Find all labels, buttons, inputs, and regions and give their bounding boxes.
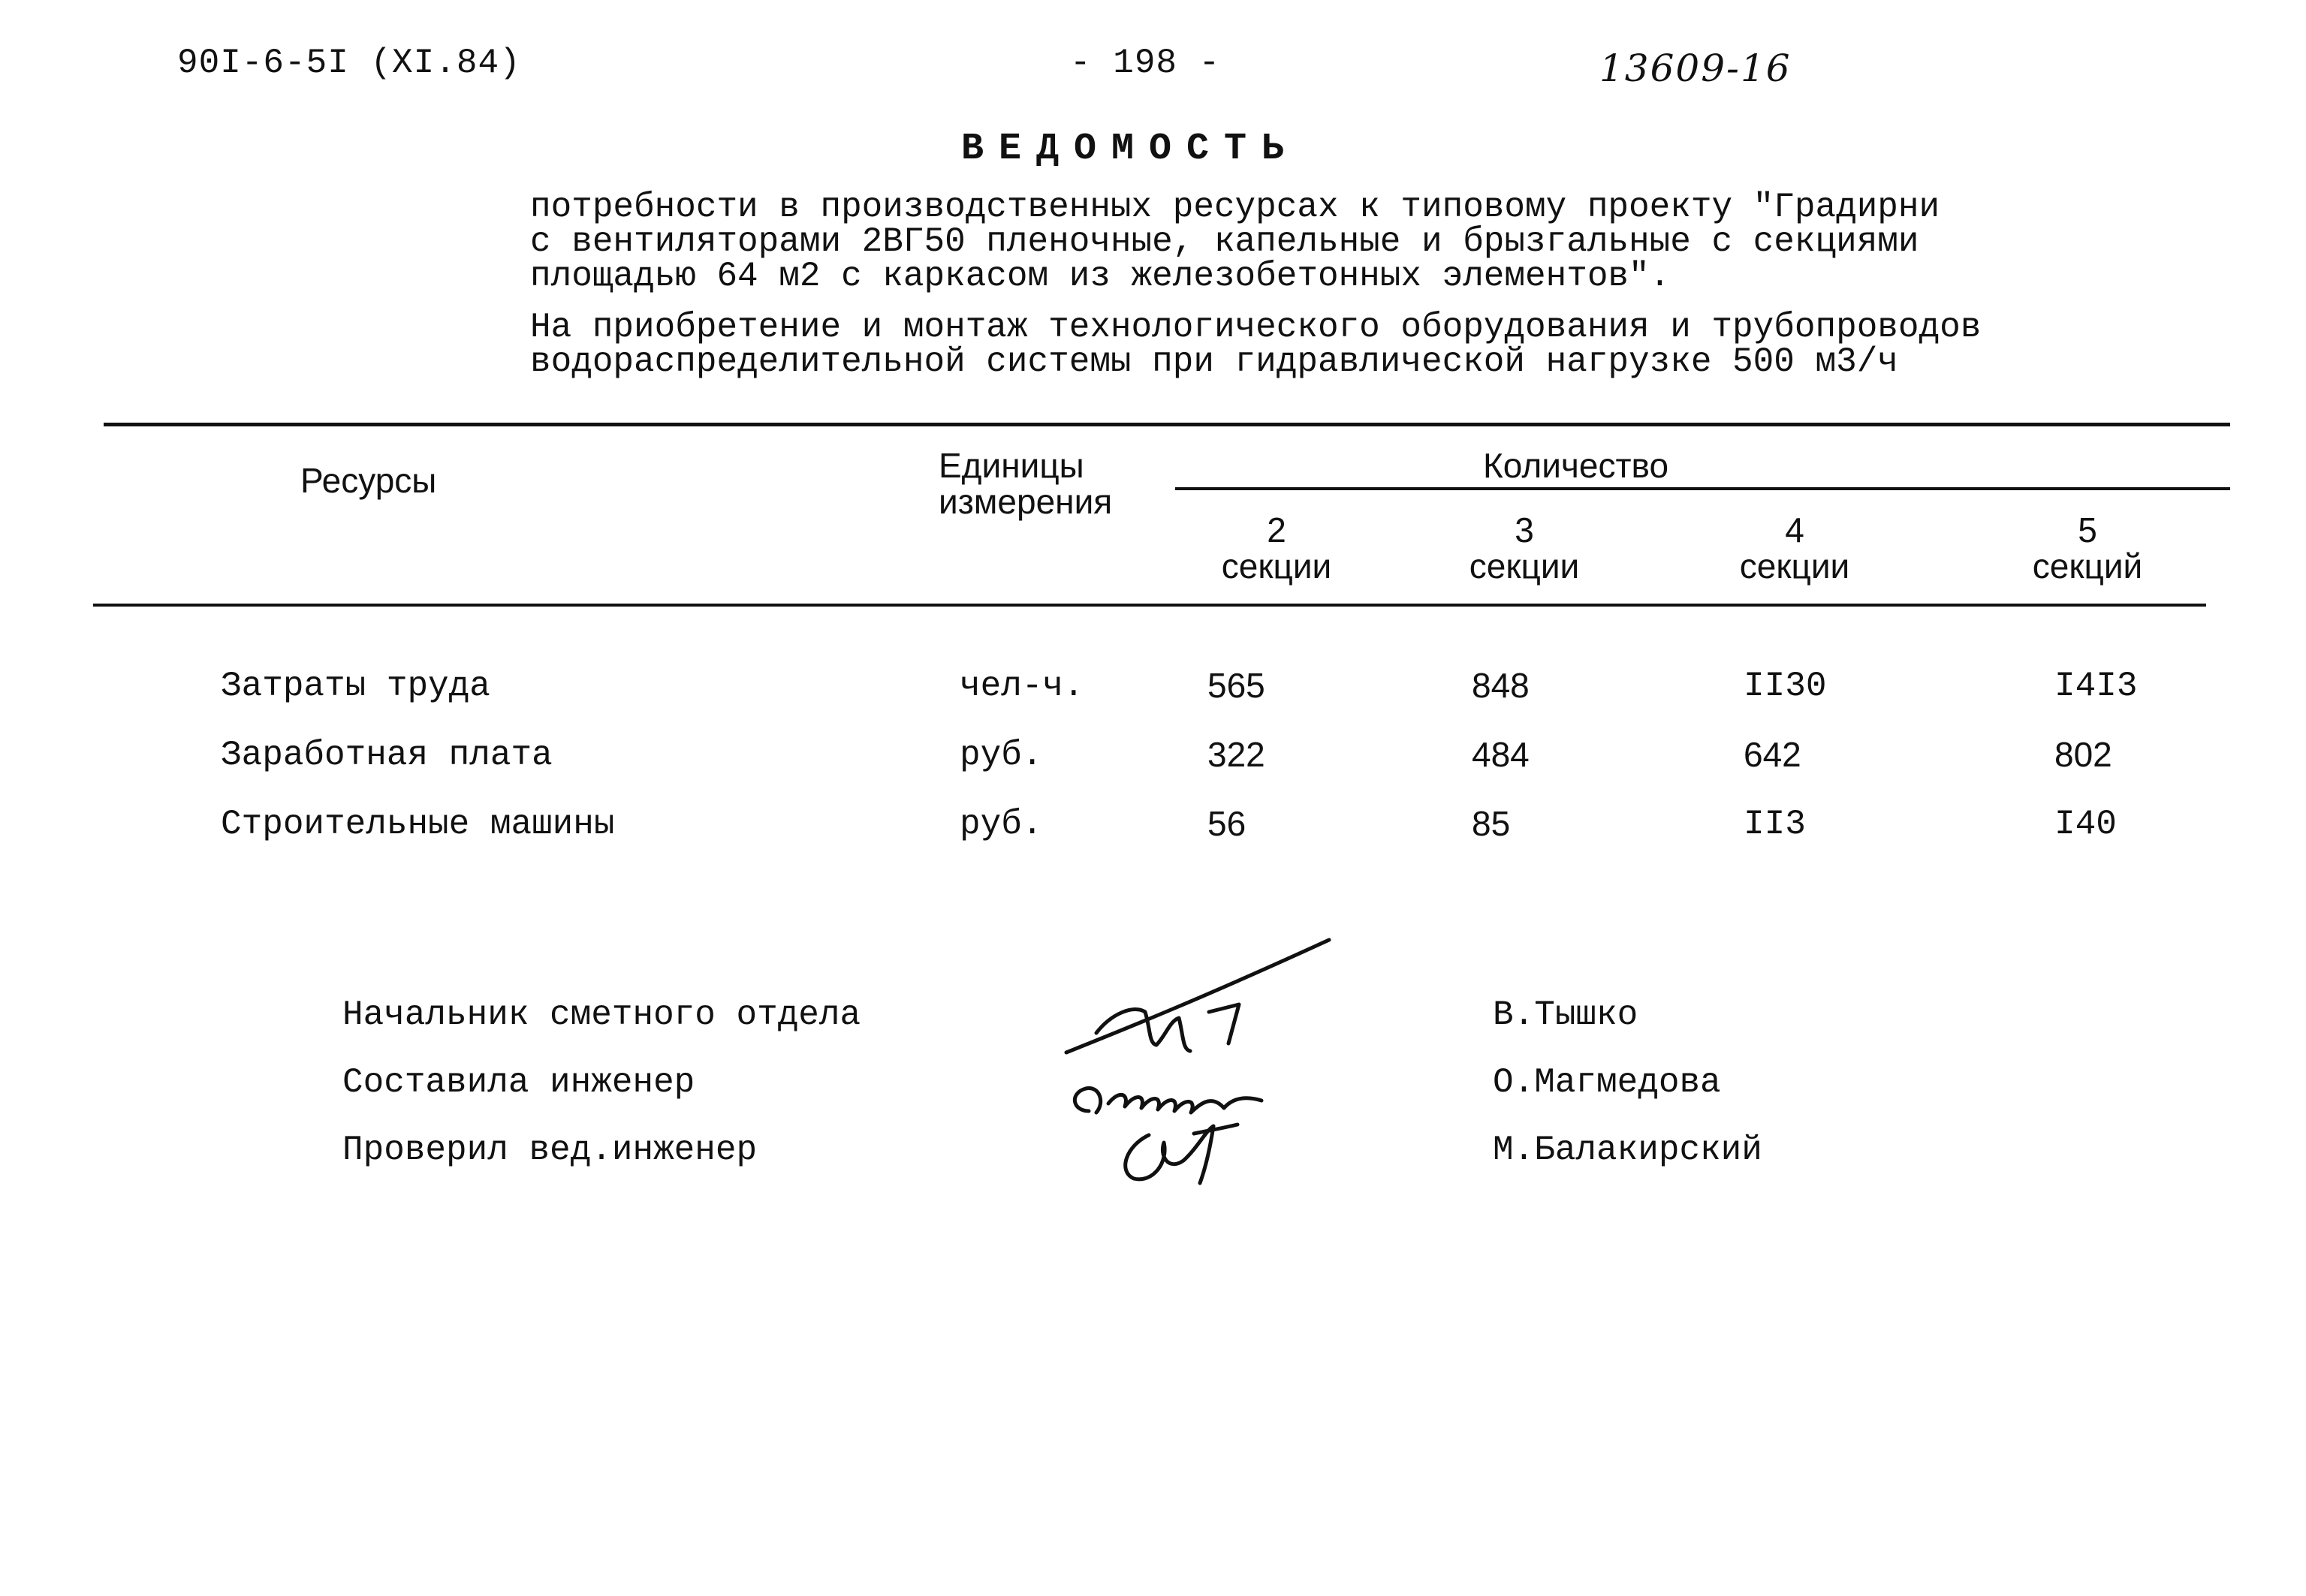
row-value: II3 <box>1744 805 1806 844</box>
row-value: 322 <box>1207 735 1265 774</box>
description-line-1: потребности в производственных ресурсах к типовому проекту "Градирни <box>530 188 1940 227</box>
section-label: секции <box>1739 547 1850 586</box>
signature-stroke-2 <box>1075 1089 1262 1113</box>
section-label: секции <box>1221 547 1332 586</box>
handwritten-signatures <box>1036 923 1352 1194</box>
section-number: 2 <box>1267 510 1286 550</box>
row-value: 802 <box>2054 735 2112 774</box>
section-number: 5 <box>2078 510 2097 550</box>
row-value: 848 <box>1472 666 1530 705</box>
column-header-units <box>939 447 1112 519</box>
row-unit: чел-ч. <box>960 667 1084 706</box>
row-unit: руб. <box>960 805 1043 844</box>
signatory-name: М.Балакирский <box>1493 1131 1762 1170</box>
signature-stroke-1c <box>1209 1004 1239 1043</box>
row-value: I40 <box>2054 805 2117 844</box>
description-line-3: площадью 64 м2 с каркасом из железобетонных элементов". <box>530 257 1671 296</box>
column-header-resources: Ресурсы <box>300 461 437 500</box>
signature-stroke-1b <box>1096 1009 1190 1051</box>
section-label: секций <box>2032 547 2143 586</box>
signatory-position: Начальник сметного отдела <box>342 995 861 1034</box>
row-resource: Строительные машины <box>221 805 615 844</box>
section-header-3 <box>1453 512 1596 584</box>
section-header-4 <box>1723 512 1866 584</box>
units-line-1: Единицы <box>939 446 1084 485</box>
section-header-5 <box>2016 512 2159 584</box>
row-value: 642 <box>1744 735 1801 774</box>
row-value: 484 <box>1472 735 1530 774</box>
section-header-2 <box>1205 512 1348 584</box>
row-value: 85 <box>1472 804 1511 843</box>
signatory-name: В.Тышко <box>1493 995 1638 1034</box>
description-line-2: с вентиляторами 2ВГ50 пленочные, капельные и брызгальные с секциями <box>530 222 1919 261</box>
section-number: 4 <box>1785 510 1804 550</box>
subtitle-line-1: На приобретение и монтаж технологического оборудования и трубопроводов <box>530 308 1982 347</box>
quantity-divider-rule <box>1175 487 2230 490</box>
document-code: 90I-6-5I (XI.84) <box>177 44 521 83</box>
header-bottom-rule <box>93 604 2206 607</box>
document-title: ВЕДОМОСТЬ <box>961 128 1300 170</box>
signature-stroke-1 <box>1066 940 1329 1052</box>
table-top-rule <box>104 423 2230 426</box>
signatory-position: Проверил вед.инженер <box>342 1131 758 1170</box>
units-line-2: измерения <box>939 482 1113 521</box>
row-value: II30 <box>1744 667 1827 706</box>
subtitle-line-2: водораспределительной системы при гидравлической нагрузке 500 м3/ч <box>530 342 1898 381</box>
signatory-name: О.Магмедова <box>1493 1063 1721 1102</box>
signature-stroke-3 <box>1126 1125 1237 1183</box>
row-unit: руб. <box>960 736 1043 775</box>
signatory-position: Составила инженер <box>342 1063 695 1102</box>
section-label: секции <box>1469 547 1580 586</box>
inventory-number: 13609-16 <box>1599 47 1792 90</box>
page-number: - 198 - <box>1070 44 1221 83</box>
row-value: 56 <box>1207 804 1246 843</box>
row-value: 565 <box>1207 666 1265 705</box>
row-resource: Затраты труда <box>221 667 490 706</box>
row-resource: Заработная плата <box>221 736 553 775</box>
column-header-quantity: Количество <box>1483 446 1669 485</box>
section-number: 3 <box>1515 510 1534 550</box>
row-value: I4I3 <box>2054 667 2138 706</box>
